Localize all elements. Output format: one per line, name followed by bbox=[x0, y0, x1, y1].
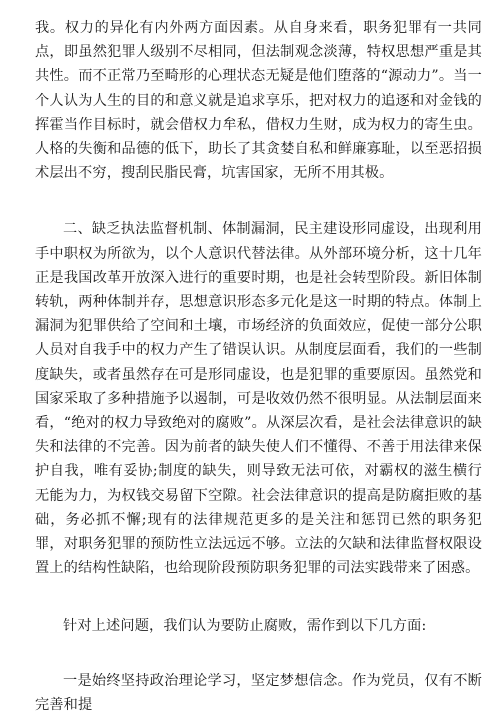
paragraph-theory-study: 一是始终坚持政治理论学习，坚定梦想信念。作为党员，仅有不断完善和提 bbox=[35, 672, 482, 713]
paragraph-spacer bbox=[35, 185, 482, 217]
paragraph-supervision-mechanism: 二、缺乏执法监督机制、体制漏洞，民主建设形同虚设，出现利用手中职权为所欲为，以个人意识代替法律。从外部环境分析，这十几年正是我国改革开放深入进行的重要时期，也是社会转型阶段。新旧体制转轨，两种体制并存，思想意识形态多元化是这一时期的特点。体制上漏洞为犯罪供给了空间和土壤，市场经济的负面效应，促使一部分公职人员对自我手中的权力产生了错误认识。从制度层面看，我们的一些制度缺失，或者虽然存在可是形同虚设，也是犯罪的重要原因。虽然党和国家采取了多种措施予以遏制，可是收效仍然不很明显。从法制层面来看，“绝对的权力导致绝对的腐败”。从深层次看，是社会法律意识的缺失和法律的不完善。因为前者的缺失使人们不懂得、不善于用法律来保护自我，唯有妥协;制度的缺失，则导致无法可依，对霸权的滋生横行无能为力，为权钱交易留下空隙。社会法律意识的提高是防腐拒败的基础，务必抓不懈;现有的法律规范更多的是关注和惩罚已然的职务犯罪，对职务犯罪的预防性立法远远不够。立法的欠缺和法律监督权限设置上的结构性缺陷，也给现阶段预防职务犯罪的司法实践带来了困惑。 bbox=[35, 221, 482, 577]
paragraph-power-alienation: 我。权力的异化有内外两方面因素。从自身来看，职务犯罪有一共同点，即虽然犯罪人级别不尽相同，但法制观念淡薄，特权思想严重是其共性。而不正常乃至畸形的心理状态无疑是他们堕落的“源动力”。当一个人认为人生的目的和意义就是追求享乐，把对权力的追逐和对金钱的挥霍当作目标时，就会借权力牟私，借权力生财，成为权力的寄生虫。人格的失衡和品德的低下，助长了其贪婪自私和鲜廉寡耻，以至恶招损术层出不穷，搜刮民脂民膏，坑害国家，无所不用其极。 bbox=[35, 20, 482, 182]
paragraph-spacer bbox=[35, 639, 482, 669]
paragraph-measures-intro: 针对上述问题，我们认为要防止腐败，需作到以下几方面: bbox=[63, 618, 427, 635]
paragraph-spacer bbox=[35, 580, 482, 614]
